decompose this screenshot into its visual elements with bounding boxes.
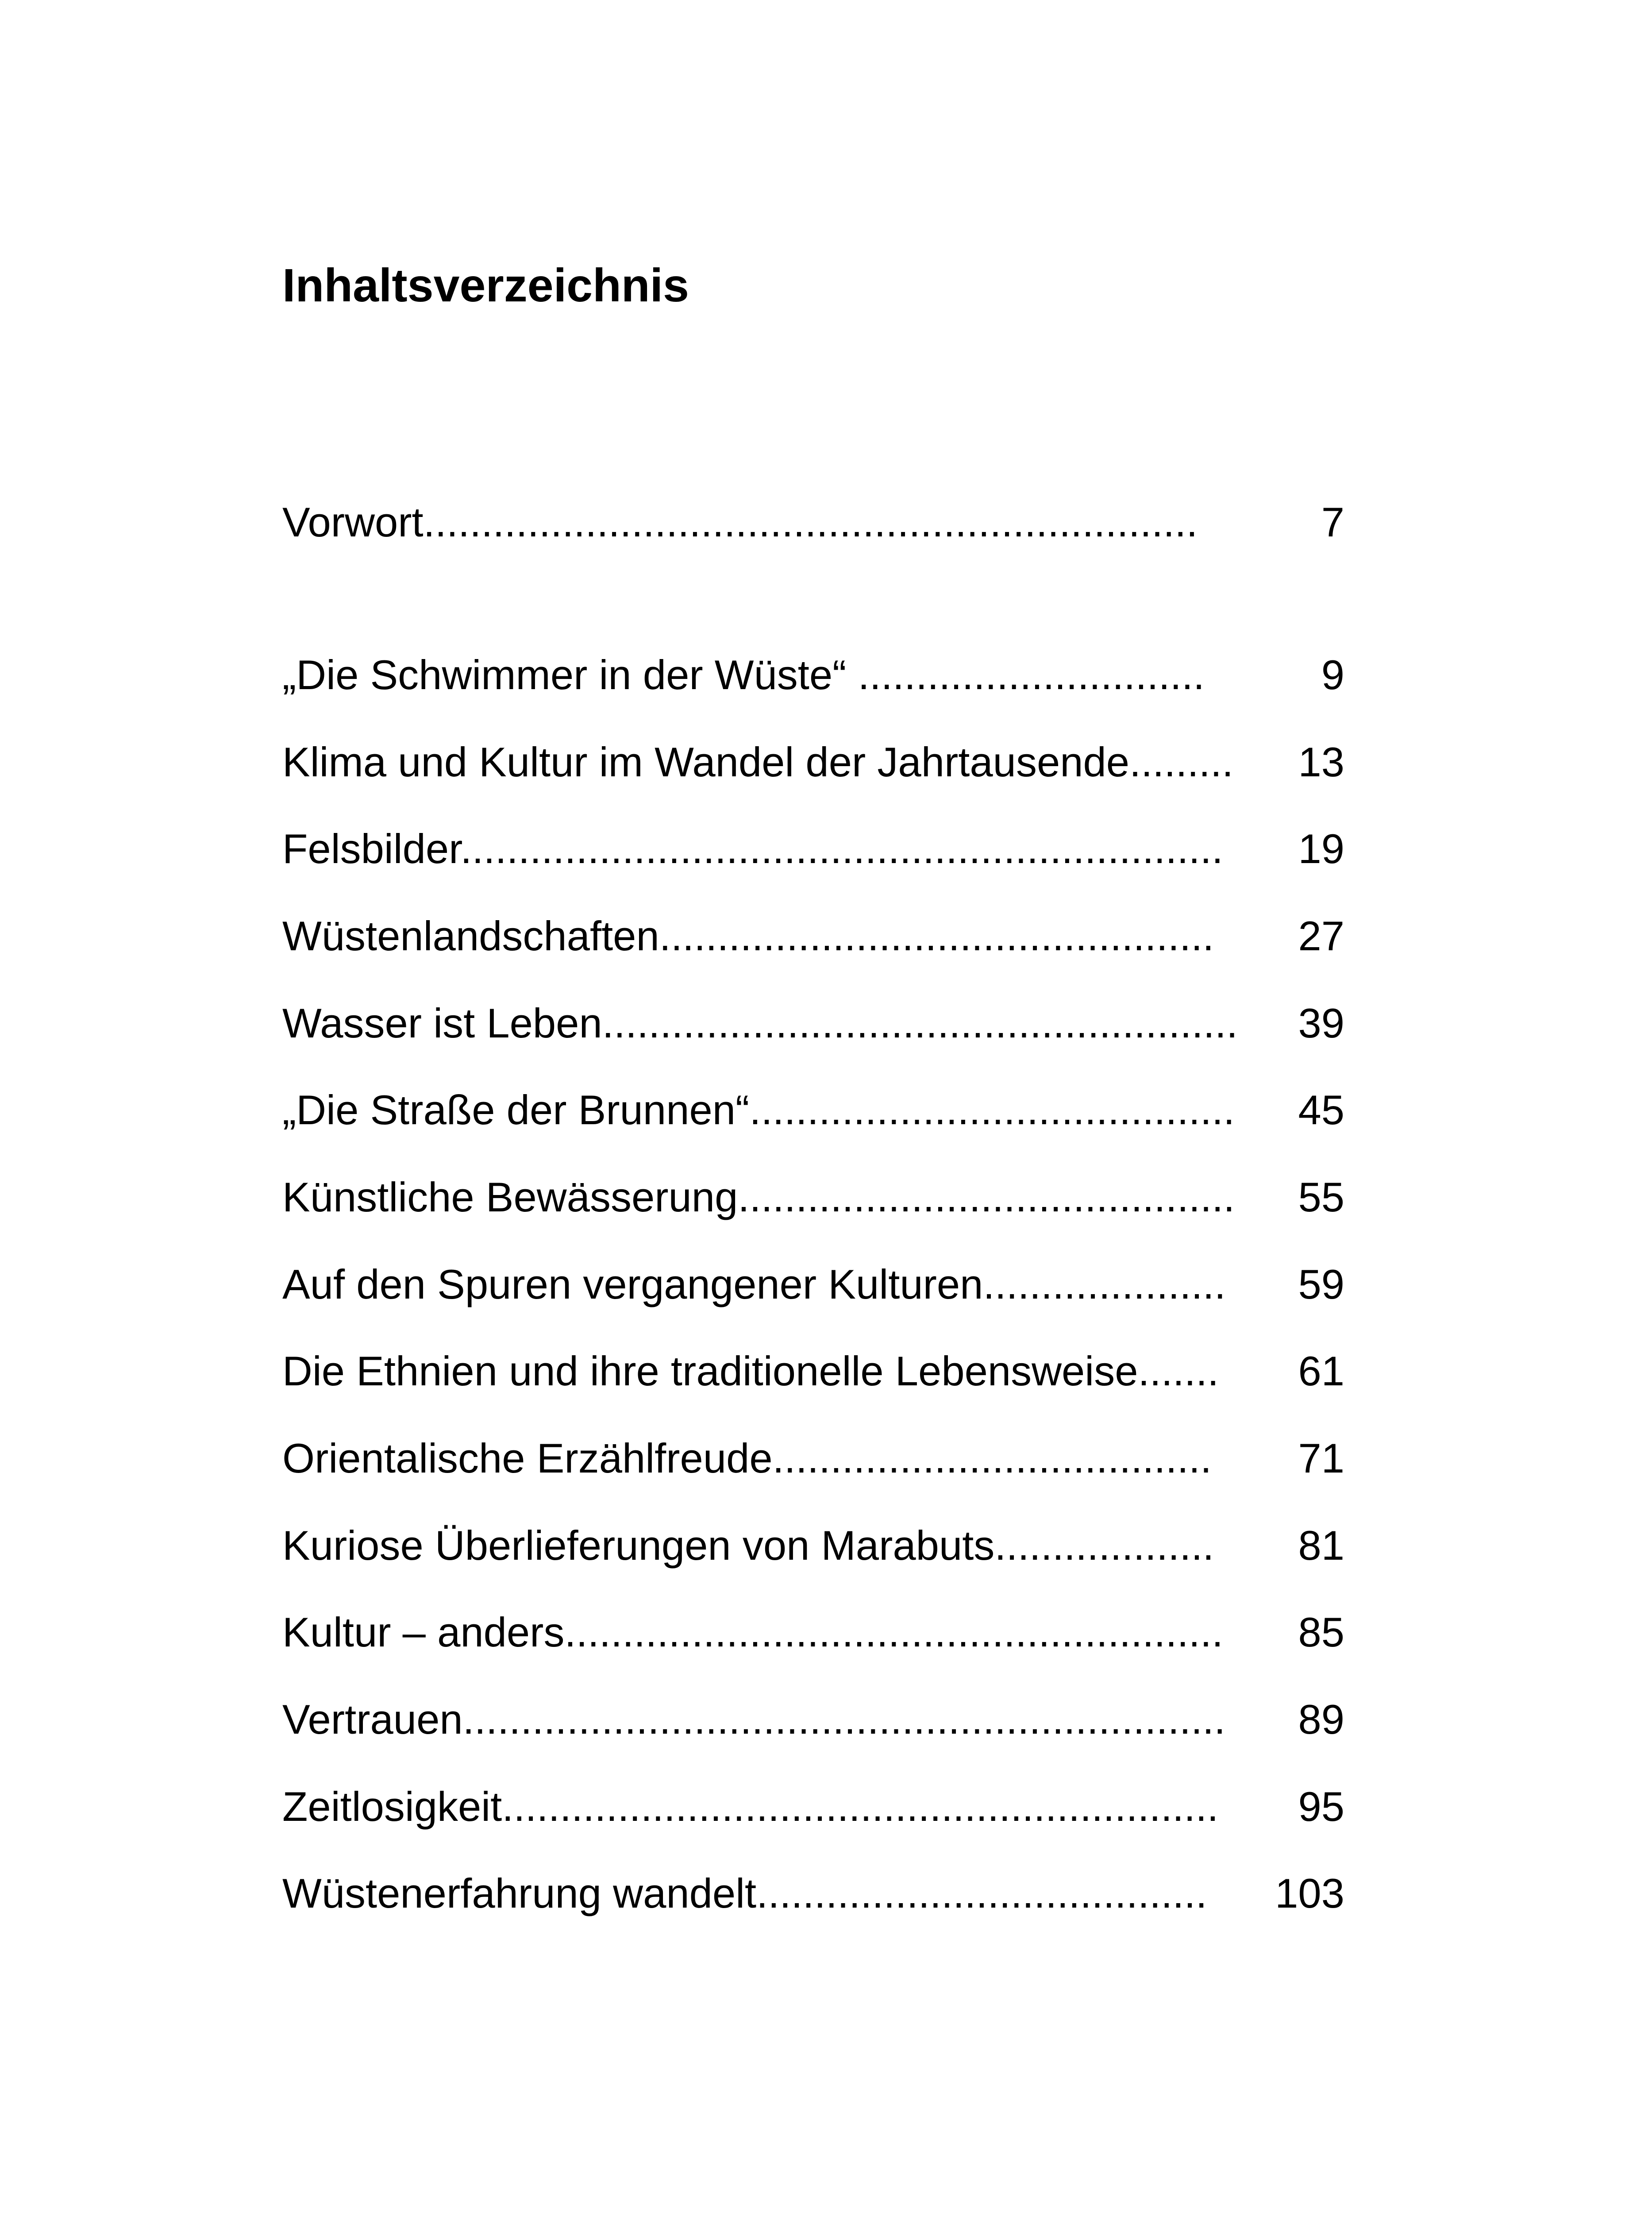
toc-entry [282, 731, 1344, 793]
toc-entry [282, 491, 1344, 553]
toc-entry [282, 1515, 1344, 1577]
toc-entry-title: Wasser ist Leben....................................................... [282, 1000, 1238, 1046]
toc-entry-page: 95 [1298, 1783, 1344, 1830]
toc-entry-page: 13 [1298, 739, 1344, 785]
toc-entry-title: Wüstenerfahrung wandelt....................................... [282, 1870, 1207, 1916]
toc-entry [282, 905, 1344, 967]
toc-entry [282, 1862, 1344, 1924]
toc-entry-title: Zeitlosigkeit.............................................................. [282, 1783, 1219, 1830]
toc-entry-page: 59 [1298, 1261, 1344, 1307]
toc-entry-page: 55 [1298, 1174, 1344, 1220]
toc-entry-title: Felsbilder.................................................................. [282, 825, 1223, 872]
toc-entry-page: 103 [1275, 1870, 1344, 1916]
toc-entry-title: Die Ethnien und ihre traditionelle Lebensweise....... [282, 1348, 1219, 1394]
toc-entry-title: „Die Schwimmer in der Wüste“ .............................. [282, 652, 1205, 698]
toc-entry [282, 1776, 1344, 1838]
toc-entry [282, 644, 1344, 706]
toc-entry-title: Klima und Kultur im Wandel der Jahrtausende......... [282, 739, 1234, 785]
toc-entry [282, 1166, 1344, 1228]
toc-entry-page: 89 [1298, 1696, 1344, 1743]
toc-entry-title: Künstliche Bewässerung........................................... [282, 1174, 1235, 1220]
toc-entry-page: 85 [1298, 1609, 1344, 1655]
toc-entry [282, 1601, 1344, 1663]
toc-entry-page: 9 [1321, 652, 1344, 698]
toc-entry-page: 39 [1298, 1000, 1344, 1046]
toc-entry [282, 818, 1344, 880]
toc-entry [282, 1253, 1344, 1315]
toc-entry-page: 71 [1298, 1435, 1344, 1481]
toc-entry-title: Wüstenlandschaften................................................ [282, 913, 1214, 959]
toc-heading: Inhaltsverzeichnis [282, 259, 689, 312]
toc-entry-title: Kultur – anders......................................................... [282, 1609, 1224, 1655]
toc-entry-title: Orientalische Erzählfreude...................................... [282, 1435, 1212, 1481]
toc-entry [282, 1079, 1344, 1141]
toc-entry-page: 81 [1298, 1522, 1344, 1569]
toc-entry-title: Vertrauen.................................................................. [282, 1696, 1226, 1743]
toc-entry-page: 27 [1298, 913, 1344, 959]
toc-entry [282, 1689, 1344, 1750]
toc-entry-page: 19 [1298, 825, 1344, 872]
toc-entry-title: Auf den Spuren vergangener Kulturen..................... [282, 1261, 1226, 1307]
toc-list [282, 0, 1344, 2213]
toc-entry [282, 1427, 1344, 1489]
toc-entry-title: Vorwort................................................................... [282, 499, 1198, 545]
toc-entry-page: 61 [1298, 1348, 1344, 1394]
toc-entry-title: Kuriose Überlieferungen von Marabuts................... [282, 1522, 1214, 1569]
toc-entry-page: 7 [1321, 499, 1344, 545]
toc-entry-page: 45 [1298, 1087, 1344, 1133]
toc-entry [282, 992, 1344, 1054]
toc-entry-title: „Die Straße der Brunnen“.......................................... [282, 1087, 1235, 1133]
toc-entry [282, 1340, 1344, 1402]
